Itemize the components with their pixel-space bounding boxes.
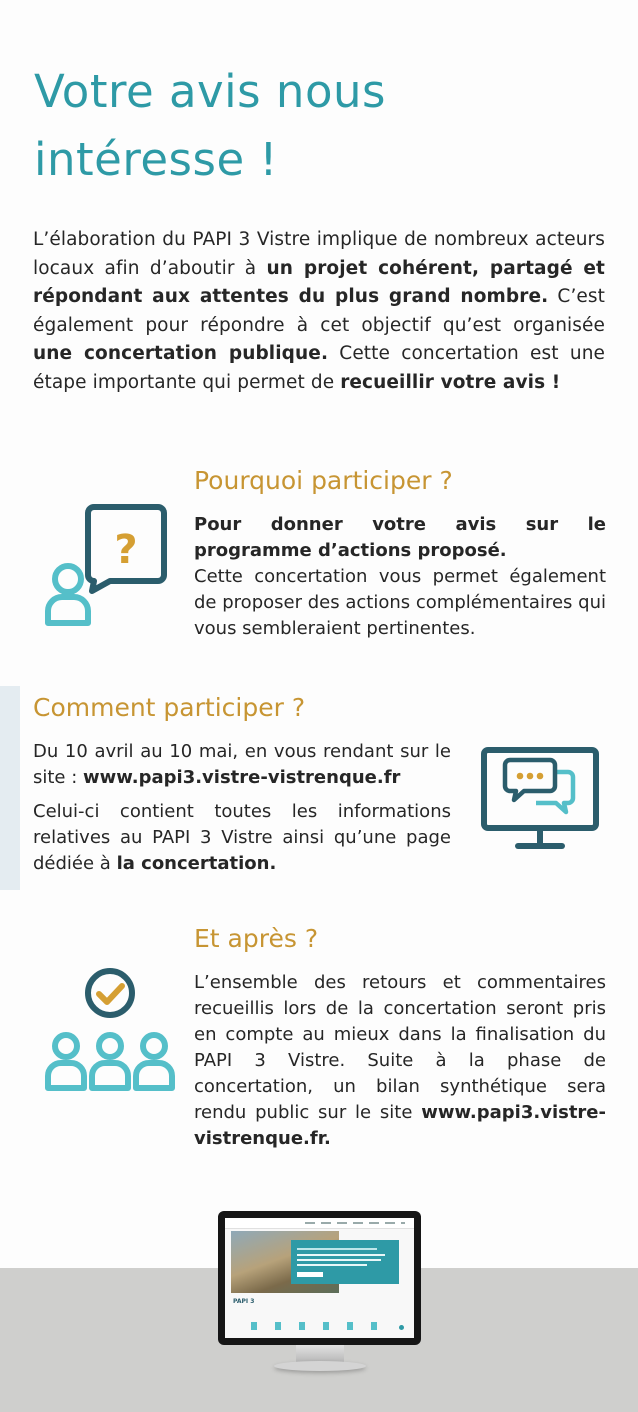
after-text: L’ensemble des retours et commentaires recueillis lors de la concertation seront pris en compte au mieux dans la finalisation du PAPI 3 Vistre. Suite à la phase de concertation, un bilan synthétique sera rendu public sur le site [194,972,606,1123]
after-heading: Et après ? [194,924,319,953]
intro-bold-2: une concertation publique. [33,343,329,365]
how-paragraph-1 [33,739,451,791]
after-site-link[interactable]: www.papi3.vistre-vistrenque.fr. [194,1102,606,1149]
intro-text-1: L’élaboration du PAPI 3 Vistre implique de nombreux acteurs locaux afin d’aboutir à [33,229,605,279]
website-monitor-image [218,1211,421,1375]
how-heading: Comment participer ? [33,693,306,722]
why-text: Cette concertation vous permet également de proposer des actions complémentaires qui vous sembleraient pertinentes. [194,566,606,639]
svg-text:?: ? [114,527,138,573]
how-text-2: Celui-ci contient toutes les informations relatives au PAPI 3 Vistre ainsi qu’une page dédiée à [33,801,451,874]
monitor-chat-icon [480,746,600,852]
how-text-1: Du 10 avril au 10 mai, en vous rendant sur le site : [33,741,451,788]
intro-text-2: C’est également pour répondre à cet objectif qu’est organisée [33,286,605,336]
monitor-logo: PAPI 3 [233,1298,255,1305]
section-band [0,686,20,890]
site-link[interactable]: www.papi3.vistre-vistrenque.fr [83,767,401,788]
why-heading: Pourquoi participer ? [194,466,453,495]
after-paragraph [194,970,606,1152]
why-paragraph [194,512,606,642]
intro-bold-3: recueillir votre avis ! [340,371,561,393]
how-paragraph-2 [33,799,451,877]
website-preview [225,1218,414,1338]
concertation-link[interactable]: la concertation. [116,853,277,874]
intro-bold-1: un projet cohérent, partagé et répondant aux attentes du plus grand nombre. [33,257,605,308]
intro-text-3: Cette concertation est une étape importante qui permet de [33,343,605,393]
monitor-screen [218,1211,421,1345]
group-check-icon [44,966,176,1094]
page-title: Votre avis nous intéresse ! [34,65,386,186]
monitor-foot [274,1361,366,1371]
intro-paragraph [33,226,605,398]
person-question-bubble-icon [44,503,168,629]
why-bold: Pour donner votre avis sur le programme d’actions proposé. [194,514,606,561]
